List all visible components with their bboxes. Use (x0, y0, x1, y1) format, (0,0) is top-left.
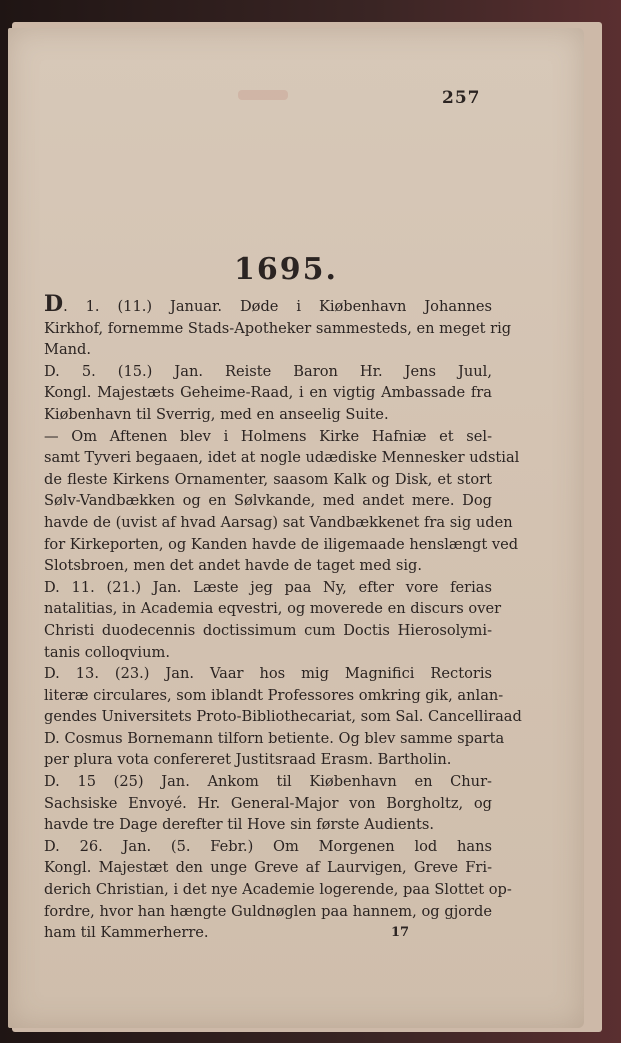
line-text: Kongl. Majestæts Geheime-Raad, i en vigtig Ambassade fra (44, 384, 492, 402)
text-line (44, 339, 492, 361)
bleed-through-mark (238, 90, 288, 100)
text-line (44, 728, 505, 750)
text-line (44, 469, 492, 491)
text-line (44, 749, 492, 771)
line-text: ham til Kammerherre. (44, 924, 209, 942)
text-line (44, 404, 492, 426)
line-text: literæ circulares, som iblandt Professores omkring gik, anlan- (44, 686, 504, 704)
text-line (44, 598, 502, 620)
line-text: . 1. (11.) Januar. Døde i Kiøbenhavn Johannes (63, 298, 492, 315)
text-line (44, 426, 492, 448)
signature-mark: 17 (391, 925, 410, 940)
line-text: D. 5. (15.) Jan. Reiste Baron Hr. Jens Juul, (44, 362, 492, 380)
line-text: D. 15 (25) Jan. Ankom til Kiøbenhavn en Chur- (44, 773, 492, 791)
line-text: D. 11. (21.) Jan. Læste jeg paa Ny, efter vore ferias (44, 578, 492, 596)
initial-letter: D (44, 291, 64, 317)
text-line (44, 685, 504, 707)
text-line (44, 512, 513, 534)
line-text: Kiøbenhavn til Sverrig, med en anseelig Suite. (44, 405, 389, 423)
line-text: D. Cosmus Bornemann tilforn betiente. Og blev samme sparta (44, 729, 505, 747)
text-line (44, 447, 520, 469)
line-text: for Kirkeporten, og Kanden havde de iligemaade henslængt ved (44, 535, 519, 553)
text-line (44, 490, 492, 512)
book-page (8, 28, 584, 1028)
line-text: derich Christian, i det nye Academie logerende, paa Slottet op- (44, 881, 512, 899)
line-text: Kirkhof, fornemme Stads-Apotheker sammesteds, en meget rig (44, 319, 512, 337)
line-text: Sachsiske Envoyé. Hr. General-Major von Borgholtz, og (44, 794, 492, 812)
text-line (44, 814, 492, 836)
line-text: Mand. (44, 341, 92, 359)
line-text: Slotsbroen, men det andet havde de taget med sig. (44, 557, 423, 575)
line-text: de fleste Kirkens Ornamenter, saasom Kalk og Disk, et stort (44, 470, 492, 488)
line-text: — Om Aftenen blev i Holmens Kirke Hafniæ et sel- (44, 427, 492, 445)
text-line (44, 382, 492, 404)
line-text: Kongl. Majestæt den unge Greve af Laurvigen, Greve Fri- (44, 859, 492, 877)
text-line (44, 620, 492, 642)
text-line (44, 291, 492, 318)
text-line (44, 577, 492, 599)
year-heading: 1695. (234, 252, 338, 287)
text-line (44, 901, 492, 923)
text-line (44, 318, 512, 340)
line-text: gendes Universitets Proto-Bibliothecariat, som Sal. Cancelliraad (44, 708, 522, 726)
line-text: Sølv-Vandbækken og en Sølvkande, med andet mere. Dog (44, 492, 492, 510)
text-line (44, 361, 492, 383)
text-line (44, 534, 519, 556)
line-text: samt Tyveri begaaen, idet at nogle udædiske Mennesker udstial (44, 449, 520, 467)
line-text: fordre, hvor han hængte Guldnøglen paa hannem, og gjorde (44, 902, 492, 920)
text-line (44, 706, 522, 728)
line-text: D. 26. Jan. (5. Febr.) Om Morgenen lod hans (44, 837, 492, 855)
text-line (44, 642, 492, 664)
text-line (44, 836, 492, 858)
line-text: tanis colloqvium. (44, 643, 170, 661)
line-text: per plura vota confereret Justitsraad Erasm. Bartholin. (44, 751, 452, 769)
text-line (44, 663, 492, 685)
text-line (44, 793, 492, 815)
text-line (44, 922, 492, 944)
text-line (44, 857, 492, 879)
line-text: havde de (uvist af hvad Aarsag) sat Vandbækkenet fra sig uden (44, 513, 513, 531)
page-number: 257 (442, 88, 481, 108)
line-text: D. 13. (23.) Jan. Vaar hos mig Magnifici Rectoris (44, 665, 492, 683)
body-text (44, 291, 522, 944)
line-text: Christi duodecennis doctissimum cum Doctis Hierosolymi- (44, 621, 492, 639)
line-text: havde tre Dage derefter til Hove sin første Audients. (44, 816, 435, 834)
line-text: natalitias, in Academia eqvestri, og moverede en discurs over (44, 600, 502, 618)
text-line (44, 771, 492, 793)
text-line (44, 555, 492, 577)
text-line (44, 879, 512, 901)
